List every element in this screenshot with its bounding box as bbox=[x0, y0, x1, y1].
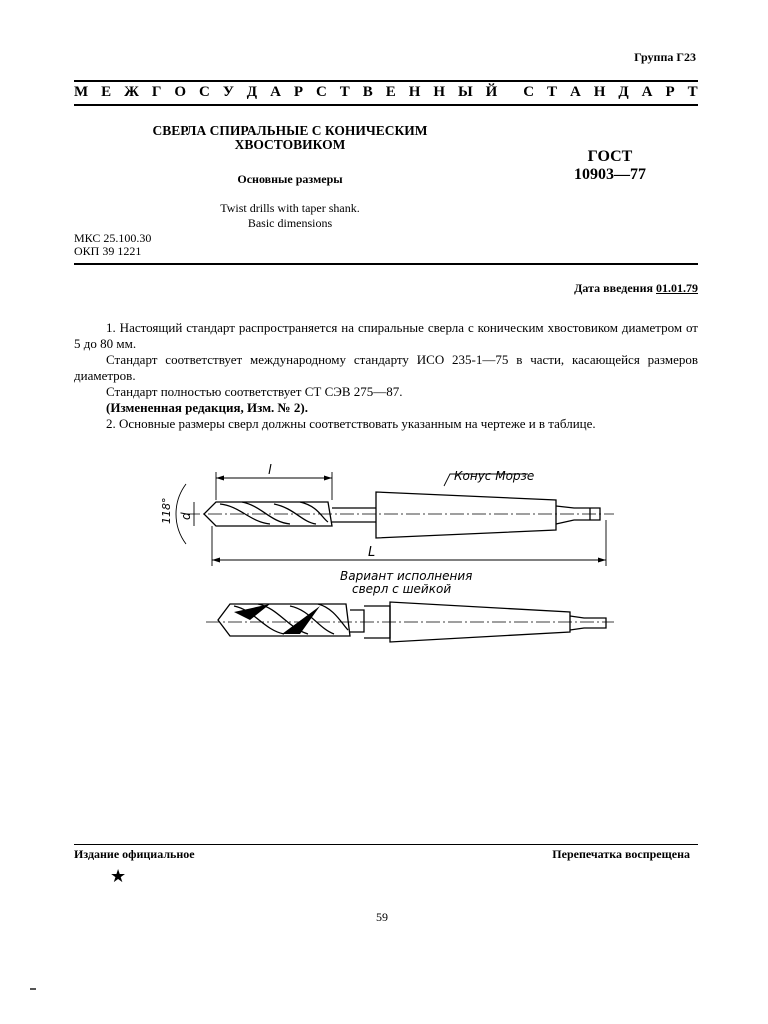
header-letter: Е bbox=[101, 84, 112, 100]
header-letter: А bbox=[270, 84, 281, 100]
variant-flute-body bbox=[218, 604, 350, 636]
star-icon: ★ bbox=[110, 866, 127, 886]
gost-number: 10903—77 bbox=[574, 166, 646, 183]
header-letter: Н bbox=[593, 84, 606, 100]
title-block bbox=[140, 124, 440, 231]
mks-code: МКС 25.100.30 bbox=[74, 231, 152, 245]
subtitle: Основные размеры bbox=[237, 172, 343, 186]
header-letter: Т bbox=[687, 84, 698, 100]
header-letter: Т bbox=[547, 84, 558, 100]
label-d: d bbox=[179, 512, 193, 520]
title-line-2: ХВОСТОВИКОМ bbox=[234, 137, 346, 152]
header-letter: Н bbox=[408, 84, 421, 100]
introduction-date bbox=[574, 281, 698, 296]
header-letter: М bbox=[74, 84, 89, 100]
drill-flute-body bbox=[204, 502, 332, 526]
header-letter: Г bbox=[151, 84, 162, 100]
header-letter: Р bbox=[665, 84, 675, 100]
codes-rule bbox=[74, 263, 698, 265]
variant-flute-shading bbox=[234, 604, 320, 634]
shank-tang bbox=[556, 506, 600, 524]
classification-codes bbox=[74, 232, 151, 258]
page-number: 59 bbox=[376, 910, 388, 924]
header-letter: С bbox=[523, 84, 535, 100]
body-text bbox=[74, 320, 698, 432]
header-letter: О bbox=[174, 84, 187, 100]
drill-flute-helix bbox=[220, 502, 328, 524]
introduction-date-value: 01.01.79 bbox=[656, 281, 698, 295]
morse-taper-shank bbox=[376, 492, 556, 538]
corner-mark bbox=[30, 988, 36, 990]
header-rule-bottom bbox=[74, 104, 698, 106]
gost-label: ГОСТ bbox=[587, 148, 633, 165]
header-letter: Н bbox=[433, 84, 445, 100]
paragraph-4: 2. Основные размеры сверл должны соответствовать указанным на чертеже и в таблице. bbox=[106, 416, 596, 431]
label-l: l bbox=[268, 463, 272, 478]
footer-rule bbox=[74, 844, 698, 845]
header-letter: Й bbox=[485, 84, 498, 100]
reprint-prohibited: Перепечатка воспрещена bbox=[552, 847, 690, 861]
header-letter: Ы bbox=[457, 84, 473, 100]
paragraph-3: Стандарт полностью соответствует СТ СЭВ 275—87. bbox=[106, 384, 403, 399]
variant-caption-line-1: Вариант исполнения bbox=[340, 569, 473, 583]
official-edition: Издание официальное bbox=[74, 847, 195, 861]
interstate-standard-header bbox=[74, 84, 698, 101]
okp-code: ОКП 39 1221 bbox=[74, 244, 142, 258]
paragraph-amendment: (Измененная редакция, Изм. № 2). bbox=[106, 400, 308, 415]
label-L: L bbox=[368, 545, 376, 560]
header-letter: А bbox=[569, 84, 581, 100]
paragraph-1: 1. Настоящий стандарт распространяется на спиральные сверла с коническим хвостовиком диаметром от 5 до 80 мм. bbox=[74, 320, 698, 351]
header-letter: Е bbox=[385, 84, 396, 100]
title-line-1: СВЕРЛА СПИРАЛЬНЫЕ С КОНИЧЕСКИМ bbox=[152, 123, 428, 138]
group-label: Группа Г23 bbox=[634, 50, 696, 64]
label-cone-morse: Конус Морзе bbox=[454, 469, 535, 483]
variant-tang bbox=[570, 616, 606, 630]
header-letter: Д bbox=[246, 84, 258, 100]
header-letter: С bbox=[199, 84, 210, 100]
header-letter: Т bbox=[339, 84, 350, 100]
header-letter: Д bbox=[618, 84, 629, 100]
gost-number-block bbox=[540, 148, 680, 184]
english-title-line-2: Basic dimensions bbox=[247, 216, 333, 230]
label-angle: 118° bbox=[160, 497, 173, 524]
english-title bbox=[140, 201, 440, 231]
variant-neck bbox=[350, 610, 364, 632]
paragraph-2: Стандарт соответствует международному стандарту ИСО 235-1—75 в части, касающейся размеров диаметров. bbox=[74, 352, 698, 383]
header-letter: Р bbox=[293, 84, 304, 100]
english-title-line-1: Twist drills with taper shank. bbox=[220, 201, 360, 215]
header-letter: А bbox=[641, 84, 653, 100]
header-letter: С bbox=[315, 84, 327, 100]
drill-drawing bbox=[150, 462, 620, 662]
header-letter: Ж bbox=[124, 84, 139, 100]
introduction-date-label: Дата введения bbox=[574, 281, 653, 295]
variant-caption-line-2: сверл с шейкой bbox=[352, 582, 452, 596]
header-rule-top bbox=[74, 80, 698, 82]
drill-neck bbox=[332, 508, 376, 522]
header-letter: У bbox=[222, 84, 234, 100]
header-letter: В bbox=[362, 84, 373, 100]
